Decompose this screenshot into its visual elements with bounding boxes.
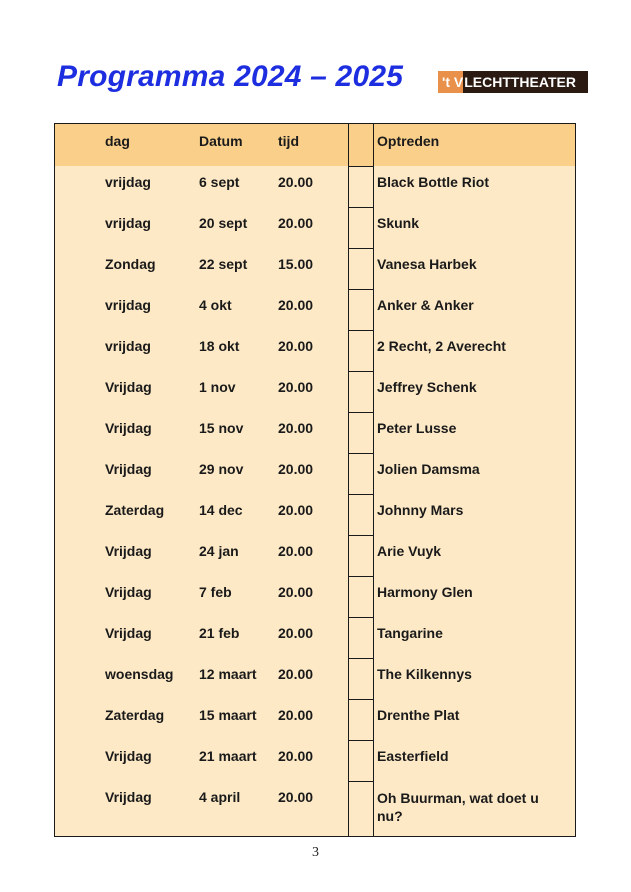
programme-table bbox=[54, 123, 576, 837]
table-cell-optreden: Oh Buurman, wat doet u nu? bbox=[377, 790, 539, 824]
table-cell-datum: 15 maart bbox=[199, 707, 257, 723]
table-cell-datum: 4 okt bbox=[199, 297, 232, 313]
row-divider-tick bbox=[348, 617, 374, 618]
table-cell-tijd: 20.00 bbox=[278, 625, 314, 641]
table-cell-tijd: 20.00 bbox=[278, 543, 314, 559]
table-cell-optreden: Black Bottle Riot bbox=[377, 174, 490, 190]
table-cell-dag: vrijdag bbox=[105, 215, 151, 231]
logo-part-1: 't V bbox=[438, 71, 463, 93]
table-cell-dag: vrijdag bbox=[105, 297, 151, 313]
row-divider-tick bbox=[348, 576, 374, 577]
table-cell-dag: Vrijdag bbox=[105, 584, 152, 600]
header-optreden: Optreden bbox=[377, 133, 440, 149]
header-tijd: tijd bbox=[278, 133, 299, 149]
table-cell-optreden: Vanesa Harbek bbox=[377, 256, 477, 272]
table-cell-datum: 12 maart bbox=[199, 666, 257, 682]
table-cell-datum: 21 feb bbox=[199, 625, 240, 641]
table-cell-datum: 7 feb bbox=[199, 584, 232, 600]
table-cell-dag: vrijdag bbox=[105, 338, 151, 354]
table-cell-optreden: Jolien Damsma bbox=[377, 461, 480, 477]
row-divider-tick bbox=[348, 535, 374, 536]
page-number: 3 bbox=[312, 845, 319, 860]
column-divider bbox=[348, 124, 374, 836]
header-dag: dag bbox=[105, 133, 130, 149]
page-title: Programma 2024 – 2025 bbox=[57, 60, 404, 93]
table-cell-dag: Vrijdag bbox=[105, 789, 152, 805]
table-cell-datum: 18 okt bbox=[199, 338, 240, 354]
row-divider-tick bbox=[348, 453, 374, 454]
table-cell-datum: 1 nov bbox=[199, 379, 236, 395]
row-divider-tick bbox=[348, 207, 374, 208]
row-divider-tick bbox=[348, 658, 374, 659]
table-cell-tijd: 20.00 bbox=[278, 502, 314, 518]
table-cell-optreden: The Kilkennys bbox=[377, 666, 472, 682]
table-cell-tijd: 20.00 bbox=[278, 789, 314, 805]
table-cell-dag: Vrijdag bbox=[105, 461, 152, 477]
table-cell-tijd: 20.00 bbox=[278, 461, 314, 477]
logo-part-2: LECHTTHEATER bbox=[463, 71, 588, 93]
row-divider-tick bbox=[348, 699, 374, 700]
table-cell-datum: 6 sept bbox=[199, 174, 240, 190]
table-cell-dag: Vrijdag bbox=[105, 748, 152, 764]
table-cell-tijd: 20.00 bbox=[278, 215, 314, 231]
table-cell-optreden: Easterfield bbox=[377, 748, 449, 764]
row-divider-tick bbox=[348, 166, 374, 167]
table-cell-datum: 4 april bbox=[199, 789, 241, 805]
table-cell-tijd: 20.00 bbox=[278, 666, 314, 682]
table-cell-optreden: Harmony Glen bbox=[377, 584, 473, 600]
table-cell-dag: Zaterdag bbox=[105, 707, 165, 723]
row-divider-tick bbox=[348, 781, 374, 782]
table-cell-datum: 29 nov bbox=[199, 461, 244, 477]
row-divider-tick bbox=[348, 371, 374, 372]
table-cell-tijd: 20.00 bbox=[278, 584, 314, 600]
table-cell-dag: Vrijdag bbox=[105, 420, 152, 436]
table-cell-datum: 14 dec bbox=[199, 502, 243, 518]
row-divider-tick bbox=[348, 412, 374, 413]
theater-logo bbox=[438, 71, 588, 93]
row-divider-tick bbox=[348, 248, 374, 249]
table-cell-dag: Vrijdag bbox=[105, 625, 152, 641]
row-divider-tick bbox=[348, 740, 374, 741]
table-cell-datum: 15 nov bbox=[199, 420, 244, 436]
table-cell-dag: Zondag bbox=[105, 256, 156, 272]
table-cell-tijd: 20.00 bbox=[278, 748, 314, 764]
row-divider-tick bbox=[348, 289, 374, 290]
table-cell-dag: woensdag bbox=[105, 666, 174, 682]
table-cell-datum: 21 maart bbox=[199, 748, 257, 764]
table-cell-datum: 24 jan bbox=[199, 543, 239, 559]
table-cell-dag: Vrijdag bbox=[105, 379, 152, 395]
table-header-row bbox=[55, 124, 575, 166]
table-cell-optreden: Anker & Anker bbox=[377, 297, 474, 313]
row-divider-tick bbox=[348, 330, 374, 331]
table-cell-datum: 22 sept bbox=[199, 256, 248, 272]
table-cell-optreden: Skunk bbox=[377, 215, 420, 231]
table-cell-datum: 20 sept bbox=[199, 215, 248, 231]
table-cell-dag: vrijdag bbox=[105, 174, 151, 190]
table-cell-optreden: Arie Vuyk bbox=[377, 543, 442, 559]
table-cell-tijd: 15.00 bbox=[278, 256, 314, 272]
row-divider-tick bbox=[348, 494, 374, 495]
table-cell-dag: Vrijdag bbox=[105, 543, 152, 559]
table-cell-tijd: 20.00 bbox=[278, 379, 314, 395]
table-cell-optreden: Johnny Mars bbox=[377, 502, 464, 518]
table-cell-tijd: 20.00 bbox=[278, 338, 314, 354]
table-cell-optreden: Tangarine bbox=[377, 625, 443, 641]
table-cell-tijd: 20.00 bbox=[278, 420, 314, 436]
table-cell-tijd: 20.00 bbox=[278, 174, 314, 190]
table-cell-tijd: 20.00 bbox=[278, 297, 314, 313]
table-cell-tijd: 20.00 bbox=[278, 707, 314, 723]
table-cell-optreden: 2 Recht, 2 Averecht bbox=[377, 338, 506, 354]
table-cell-optreden: Peter Lusse bbox=[377, 420, 457, 436]
header-datum: Datum bbox=[199, 133, 243, 149]
table-cell-dag: Zaterdag bbox=[105, 502, 165, 518]
table-cell-optreden: Jeffrey Schenk bbox=[377, 379, 477, 395]
table-cell-optreden: Drenthe Plat bbox=[377, 707, 460, 723]
